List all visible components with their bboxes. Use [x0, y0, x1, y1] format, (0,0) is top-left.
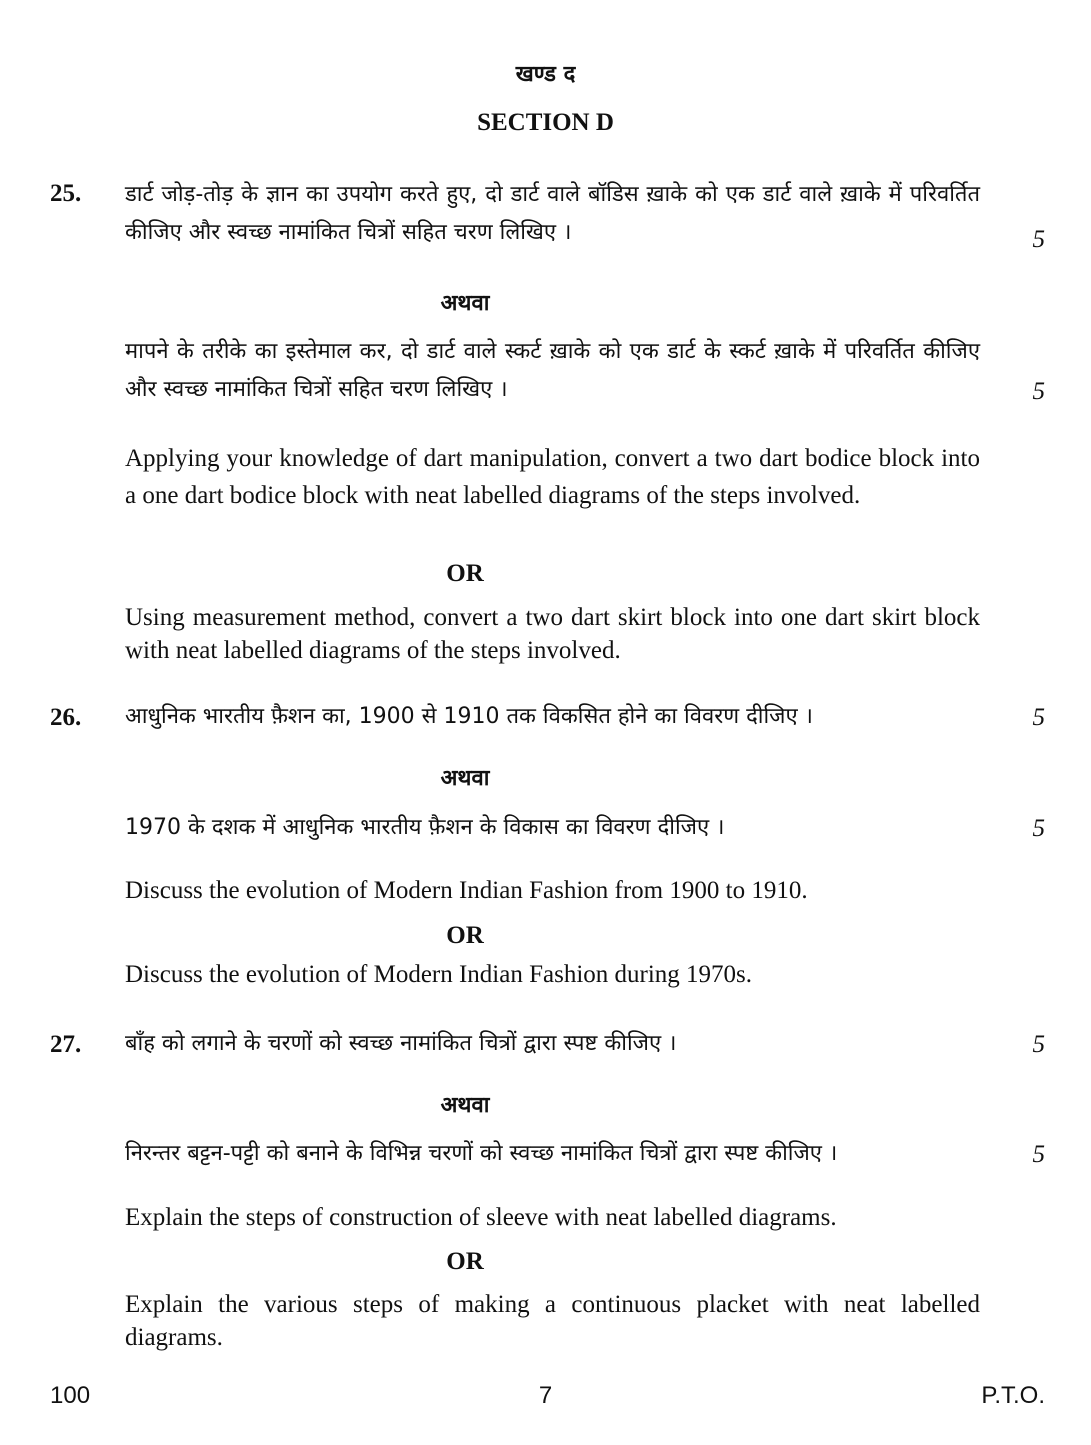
question-hindi-text: बाँह को लगाने के चरणों को स्वच्छ नामांकित चित्रों द्वारा स्पष्ट कीजिए । — [125, 1031, 677, 1056]
question-number: 25. — [50, 180, 82, 207]
section-title-hindi: खण्ड द — [515, 62, 576, 87]
question-hindi-alt-text: निरन्तर बट्टन-पट्टी को बनाने के विभिन्न चरणों को स्वच्छ नामांकित चित्रों द्वारा स्पष्ट कीजिए । — [125, 1141, 838, 1166]
or-label-hindi: अथवा — [440, 1093, 490, 1118]
or-label-hindi: अथवा — [440, 766, 490, 791]
question-hindi-alt-text: मापने के तरीके का इस्तेमाल कर, दो डार्ट वाले स्कर्ट ख़ाके को एक डार्ट के स्कर्ट ख़ाके में परिवर्तित कीजिए और स्वच्छ नामांकित चित्रों सहित चरण लिखिए । — [125, 339, 980, 402]
question-english-alt-text: Using measurement method, convert a two dart skirt block into one dart skirt block with neat labelled diagrams of the steps involved. — [125, 604, 980, 664]
question-english-text: Discuss the evolution of Modern Indian Fashion from 1900 to 1910. — [125, 877, 808, 904]
paper-code: 100 — [50, 1382, 91, 1409]
marks: 5 — [1032, 1141, 1045, 1168]
question-english-text: Explain the steps of construction of sleeve with neat labelled diagrams. — [125, 1204, 837, 1231]
question-hindi-text: डार्ट जोड़-तोड़ के ज्ञान का उपयोग करते हुए, दो डार्ट वाले बॉडिस ख़ाके को एक डार्ट वाले ख़ाके में परिवर्तित कीजिए और स्वच्छ नामांकित चित्रों सहित चरण लिखिए । — [125, 182, 980, 245]
marks: 5 — [1032, 378, 1045, 405]
section-title-english: SECTION D — [477, 109, 614, 136]
or-label-hindi: अथवा — [440, 291, 490, 316]
question-english-text: Applying your knowledge of dart manipulation, convert a two dart bodice block into a one dart bodice block with neat labelled diagrams of the steps involved. — [125, 445, 980, 509]
marks: 5 — [1032, 815, 1045, 842]
question-english-alt-text: Discuss the evolution of Modern Indian Fashion during 1970s. — [125, 961, 753, 988]
or-label-english: OR — [446, 1248, 484, 1275]
marks: 5 — [1032, 704, 1045, 731]
marks: 5 — [1032, 1031, 1045, 1058]
or-label-english: OR — [446, 560, 484, 587]
or-label-english: OR — [446, 922, 484, 949]
question-english-alt-text: Explain the various steps of making a continuous placket with neat labelled diagrams. — [125, 1291, 980, 1351]
question-hindi-alt-text: 1970 के दशक में आधुनिक भारतीय फ़ैशन के विकास का विवरण दीजिए । — [125, 815, 725, 840]
pto-label: P.T.O. — [981, 1382, 1045, 1409]
marks: 5 — [1032, 226, 1045, 253]
question-hindi-text: आधुनिक भारतीय फ़ैशन का, 1900 से 1910 तक विकसित होने का विवरण दीजिए । — [125, 704, 813, 729]
question-number: 26. — [50, 704, 82, 731]
page-number: 7 — [538, 1382, 553, 1409]
question-number: 27. — [50, 1031, 82, 1058]
